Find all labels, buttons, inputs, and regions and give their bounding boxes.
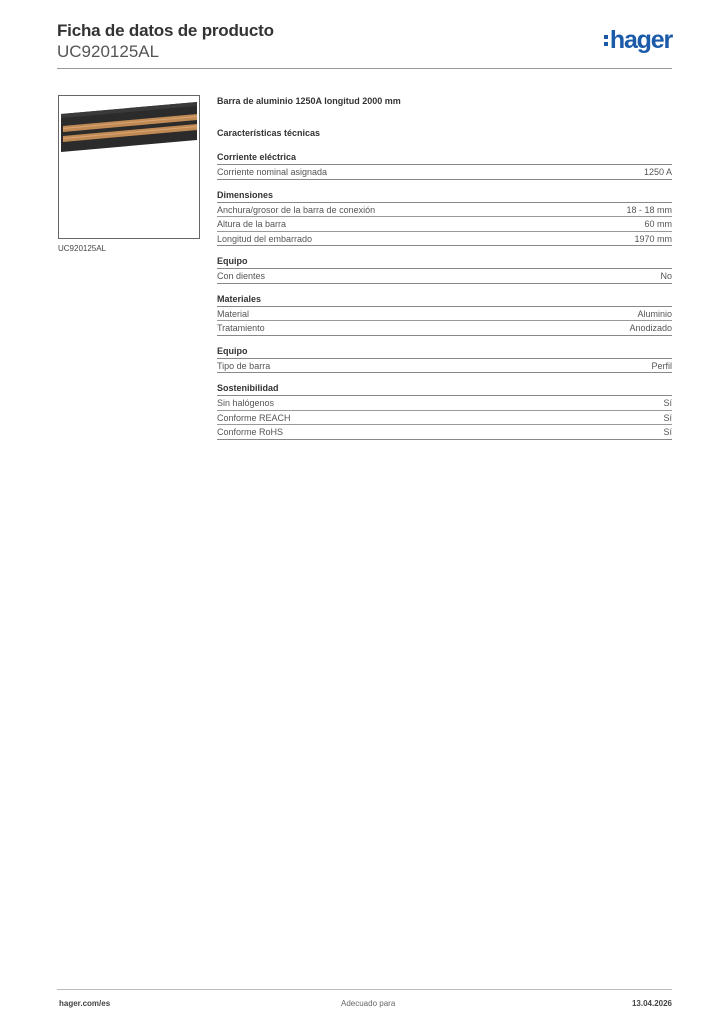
spec-section-materials <box>217 294 672 336</box>
section-title: Sostenibilidad <box>217 383 672 396</box>
spec-row <box>217 411 672 426</box>
spec-label: Sin halógenos <box>217 398 275 408</box>
page-header <box>57 20 672 70</box>
spec-section-electrical <box>217 152 672 180</box>
section-title: Dimensiones <box>217 190 672 203</box>
spec-value: Aluminio <box>637 308 672 319</box>
spec-value: Sí <box>663 427 672 437</box>
product-code: UC920125AL <box>57 42 160 61</box>
busbar-image-icon <box>59 96 199 238</box>
spec-row <box>217 396 672 411</box>
logo-dots-icon <box>604 35 608 46</box>
page-title: Ficha de datos de producto <box>57 21 274 40</box>
spec-value: Sí <box>663 398 672 408</box>
spec-label: Con dientes <box>217 271 266 281</box>
spec-value: 1970 mm <box>634 233 672 244</box>
header-divider <box>57 68 672 69</box>
section-title: Corriente eléctrica <box>217 152 672 165</box>
spec-row <box>217 425 672 440</box>
footer-center-text: Adecuado para <box>341 999 396 1008</box>
spec-content <box>217 96 672 450</box>
spec-value: Perfil <box>651 360 672 371</box>
spec-row <box>217 307 672 322</box>
spec-label: Material <box>217 308 250 319</box>
spec-label: Conforme RoHS <box>217 427 284 437</box>
spec-label: Anchura/grosor de la barra de conexión <box>217 204 376 215</box>
spec-row <box>217 165 672 180</box>
spec-row <box>217 203 672 218</box>
spec-label: Corriente nominal asignada <box>217 167 328 177</box>
spec-section-equipment-2 <box>217 346 672 374</box>
spec-value: 18 - 18 mm <box>626 204 672 215</box>
spec-label: Longitud del embarrado <box>217 233 313 244</box>
spec-row <box>217 217 672 232</box>
spec-row <box>217 232 672 247</box>
tech-characteristics-title: Características técnicas <box>217 128 321 138</box>
footer-website-link[interactable]: hager.com/es <box>59 999 111 1008</box>
section-title: Materiales <box>217 294 672 307</box>
product-description: Barra de aluminio 1250A longitud 2000 mm <box>217 96 401 106</box>
spec-row <box>217 321 672 336</box>
footer-divider <box>57 989 672 990</box>
spec-value: Anodizado <box>629 323 672 333</box>
product-image <box>58 95 200 239</box>
section-title: Equipo <box>217 256 672 269</box>
spec-label: Conforme REACH <box>217 412 291 423</box>
spec-value: No <box>660 271 672 281</box>
spec-value: Sí <box>663 412 672 423</box>
spec-row <box>217 359 672 374</box>
image-caption: UC920125AL <box>58 244 107 253</box>
spec-value: 1250 A <box>643 167 672 177</box>
spec-row <box>217 269 672 284</box>
footer-date: 13.04.2026 <box>631 999 672 1008</box>
spec-label: Altura de la barra <box>217 219 287 229</box>
hager-logo <box>604 26 672 54</box>
logo-text: hager <box>609 26 672 54</box>
spec-label: Tratamiento <box>217 323 265 333</box>
spec-section-dimensions <box>217 190 672 247</box>
spec-section-sustainability <box>217 383 672 440</box>
spec-label: Tipo de barra <box>217 360 271 371</box>
section-title: Equipo <box>217 346 672 359</box>
spec-section-equipment <box>217 256 672 284</box>
spec-value: 60 mm <box>644 219 672 229</box>
